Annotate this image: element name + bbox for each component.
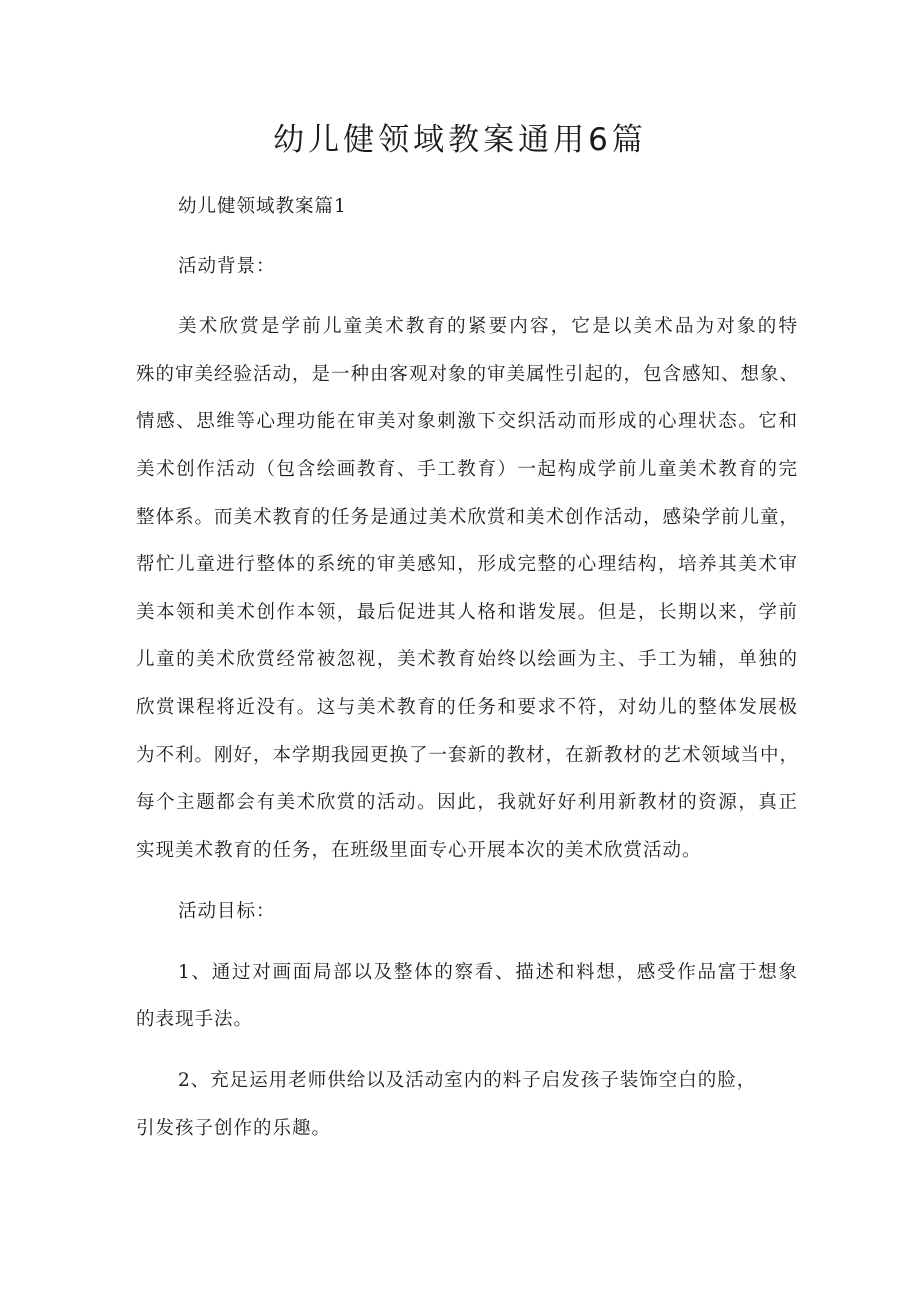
goal-line: 的表现手法。 (136, 1009, 254, 1030)
section-heading: 幼儿健领域教案篇1 (178, 196, 347, 217)
background-heading: 活动背景： (178, 256, 276, 277)
background-line: 每个主题都会有美术欣赏的活动。因此，我就好好利用新教材的资源，真正 (136, 792, 798, 813)
document-title: 幼儿健领域教案通用6篇 (273, 122, 647, 158)
background-line: 美本领和美术创作本领，最后促进其人格和谐发展。但是，长期以来，学前 (136, 602, 798, 623)
background-line: 美术创作活动（包含绘画教育、手工教育）一起构成学前儿童美术教育的完 (136, 459, 798, 480)
goals-heading: 活动目标： (178, 901, 276, 922)
background-line: 为不利。刚好，本学期我园更换了一套新的教材，在新教材的艺术领域当中， (136, 745, 800, 766)
background-line: 殊的审美经验活动，是一种由客观对象的审美属性引起的，包含感知、想象、 (136, 364, 800, 385)
goal-line: 2、充足运用老师供给以及活动室内的料子启发孩子装饰空白的脸， (178, 1070, 757, 1091)
background-line: 情感、思维等心理功能在审美对象刺激下交织活动而形成的心理状态。它和 (136, 411, 798, 432)
background-line: 帮忙儿童进行整体的系统的审美感知，形成完整的心理结构，培养其美术审 (136, 554, 798, 575)
background-line: 儿童的美术欣赏经常被忽视，美术教育始终以绘画为主、手工为辅，单独的 (136, 649, 798, 670)
background-line: 整体系。而美术教育的任务是通过美术欣赏和美术创作活动，感染学前儿童， (136, 507, 800, 528)
goal-line: 引发孩子创作的乐趣。 (136, 1118, 332, 1139)
background-line: 欣赏课程将近没有。这与美术教育的任务和要求不符，对幼儿的整体发展极 (136, 697, 798, 718)
goal-line: 1、通过对画面局部以及整体的察看、描述和料想，感受作品富于想象 (178, 962, 798, 983)
background-line: 实现美术教育的任务，在班级里面专心开展本次的美术欣赏活动。 (136, 840, 702, 861)
background-line: 美术欣赏是学前儿童美术教育的紧要内容，它是以美术品为对象的特 (178, 316, 798, 337)
